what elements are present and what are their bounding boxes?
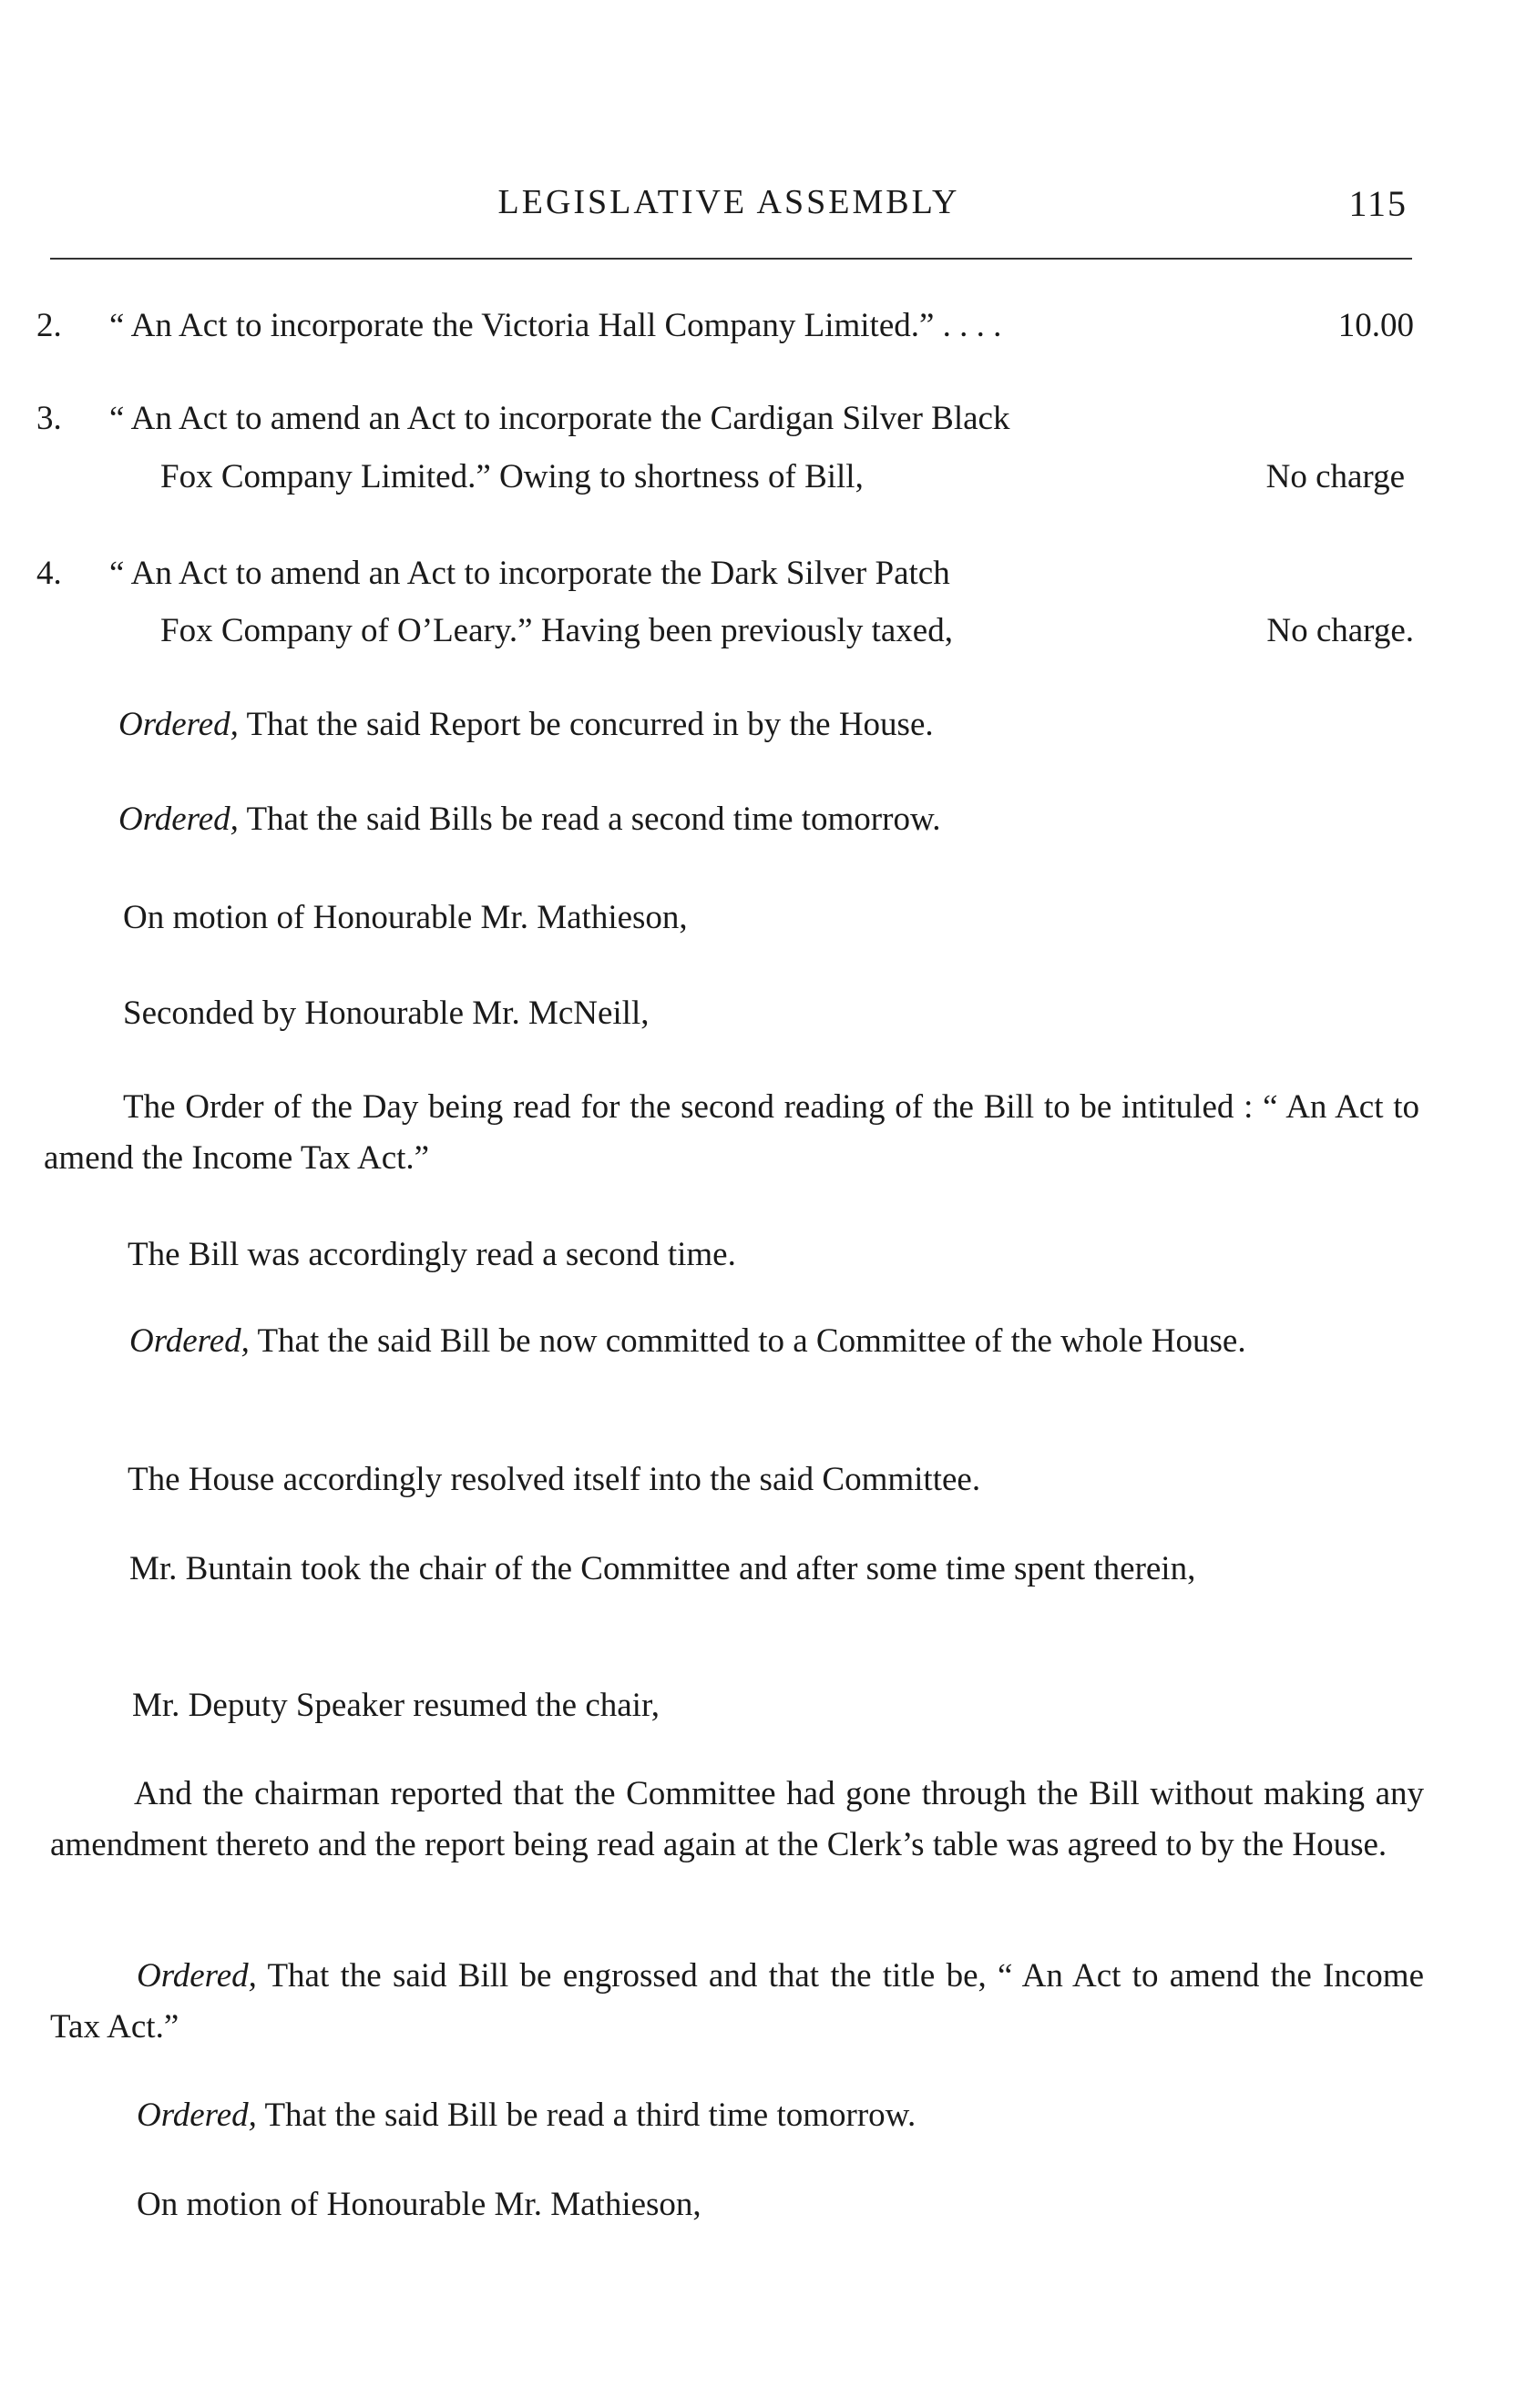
motion-paragraph: On motion of Honourable Mr. Mathieson, <box>123 899 688 936</box>
bill-title-continuation: Fox Company of O’Leary.” Having been previously taxed, <box>160 612 953 649</box>
bill-title-line: “ An Act to amend an Act to incorporate the Cardigan Silver Black <box>109 400 1010 437</box>
order-paragraph <box>118 699 934 750</box>
committee-paragraph: The House accordingly resolved itself into the said Committee. <box>128 1461 981 1498</box>
order-paragraph <box>50 1951 1424 2053</box>
chair-paragraph: Mr. Buntain took the chair of the Committee and after some time spent therein, <box>129 1550 1196 1587</box>
paragraph-text: That the said Bill be read a third time tomorrow. <box>256 2097 916 2134</box>
paragraph-text: That the said Bills be read a second time tomorrow. <box>238 801 941 838</box>
bill-title-continuation: Fox Company Limited.” Owing to shortness of Bill, <box>160 458 864 495</box>
bill-read-paragraph: The Bill was accordingly read a second time. <box>128 1236 736 1273</box>
ordered-lead: Ordered, <box>118 706 239 743</box>
page-header <box>50 182 1408 237</box>
bill-number: 2. <box>36 307 62 344</box>
speaker-paragraph: Mr. Deputy Speaker resumed the chair, <box>132 1687 660 1724</box>
page-number: 115 <box>1348 183 1408 224</box>
paragraph-text: That the said Report be concurred in by the House. <box>238 706 934 743</box>
order-paragraph <box>137 2090 916 2141</box>
bill-item <box>36 301 1001 352</box>
bill-charge: 10.00 <box>1337 307 1414 344</box>
order-paragraph <box>47 1316 1421 1367</box>
paragraph-text: That the said Bill be now committed to a Committee of the whole House. <box>249 1322 1246 1360</box>
ordered-lead: Ordered, <box>118 801 239 838</box>
header-rule <box>50 258 1412 260</box>
ordered-lead: Ordered, <box>129 1322 250 1360</box>
bill-charge: No charge. <box>1266 612 1414 649</box>
bill-number: 3. <box>36 400 62 437</box>
bill-title-line: “ An Act to amend an Act to incorporate the Dark Silver Patch <box>109 555 950 592</box>
bill-title-line: “ An Act to incorporate the Victoria Hall Company Limited.” . . . . <box>109 307 1002 344</box>
report-paragraph: And the chairman reported that the Committee had gone through the Bill without making any amendment thereto and the report being read again at the Clerk’s table was agreed to by the House. <box>50 1775 1424 1863</box>
paragraph-text: That the said Bill be engrossed and that the title be, “ An Act to amend the Income Tax Act.” <box>50 1957 1424 2046</box>
ordered-lead: Ordered, <box>137 2097 257 2134</box>
motion-paragraph: On motion of Honourable Mr. Mathieson, <box>137 2186 701 2223</box>
bill-item <box>36 548 950 599</box>
bill-number: 4. <box>36 555 62 592</box>
seconded-paragraph: Seconded by Honourable Mr. McNeill, <box>123 995 650 1032</box>
bill-charge: No charge <box>1265 458 1405 495</box>
order-of-day-paragraph: The Order of the Day being read for the second reading of the Bill to be intituled : “ An Act to amend the Income Tax Act.” <box>44 1088 1419 1177</box>
order-paragraph <box>118 794 941 845</box>
ordered-lead: Ordered, <box>137 1957 257 1995</box>
bill-item <box>36 393 1009 444</box>
running-title: LEGISLATIVE ASSEMBLY <box>497 183 960 221</box>
